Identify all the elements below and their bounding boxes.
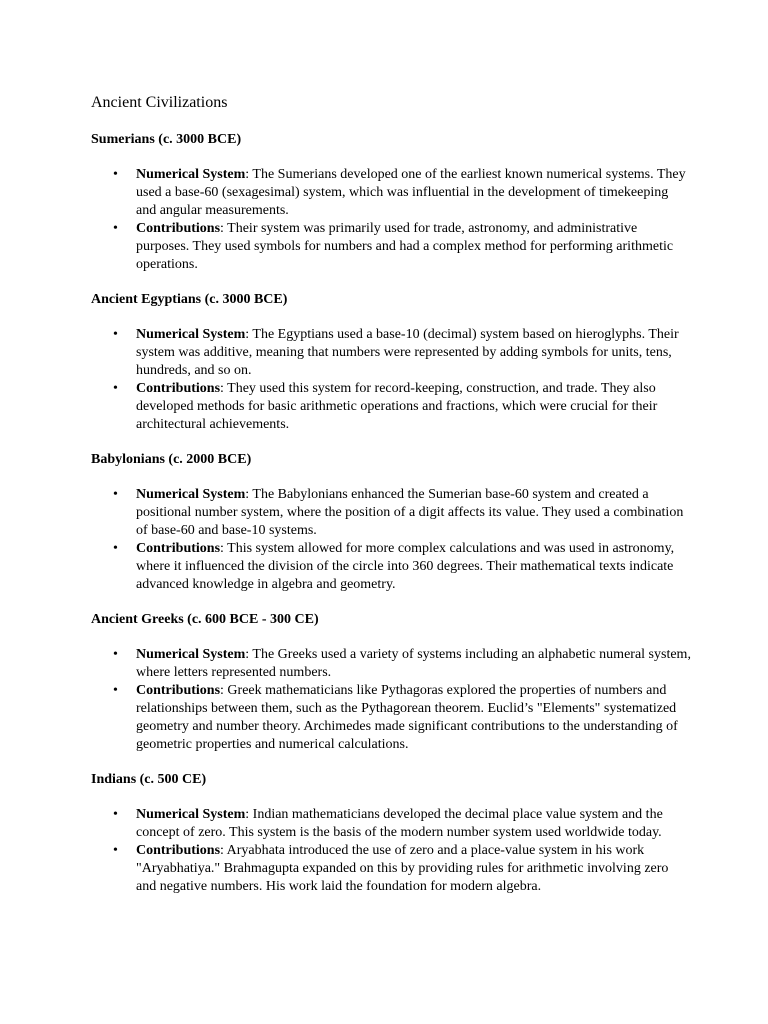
item-term: Numerical System — [136, 807, 246, 822]
section-babylonians — [91, 451, 691, 594]
bullet-icon: • — [113, 381, 118, 396]
item-term: Contributions — [136, 541, 221, 556]
section-heading: Ancient Greeks (c. 600 BCE - 300 CE) — [91, 612, 319, 627]
page-title: Ancient Civilizations — [91, 94, 228, 111]
section-heading: Babylonians (c. 2000 BCE) — [91, 452, 252, 467]
section-heading: Sumerians (c. 3000 BCE) — [91, 132, 242, 147]
list-item — [91, 646, 691, 682]
document-page — [91, 91, 691, 913]
bullet-icon: • — [113, 683, 118, 698]
list-item — [91, 682, 691, 754]
bullet-icon: • — [113, 807, 118, 822]
bullet-icon: • — [113, 327, 118, 342]
item-term: Numerical System — [136, 327, 246, 342]
section-heading: Ancient Egyptians (c. 3000 BCE) — [91, 292, 288, 307]
list-item — [91, 806, 691, 842]
item-term: Contributions — [136, 843, 221, 858]
section-sumerians — [91, 131, 691, 274]
item-text: : Indian mathematicians developed the decimal place value system and the concept of zero. This system is the basis of the modern number system used worldwide today. — [136, 807, 663, 840]
list-item — [91, 380, 691, 434]
bullet-icon: • — [113, 647, 118, 662]
item-text: : This system allowed for more complex calculations and was used in astronomy, where it influenced the division of the circle into 360 degrees. Their mathematical texts indicate advanced knowledge in algebra and geometry. — [136, 541, 675, 592]
section-egyptians — [91, 291, 691, 434]
bullet-list — [91, 646, 691, 754]
item-term: Contributions — [136, 683, 221, 698]
item-text: : The Sumerians developed one of the earliest known numerical systems. They used a base-60 (sexagesimal) system, which was influential in the development of timekeeping and angular measurements. — [136, 167, 686, 218]
item-text: : The Babylonians enhanced the Sumerian base-60 system and created a positional number system, where the position of a digit affects its value. They used a combination of base-60 and base-10 systems. — [136, 487, 684, 538]
item-term: Contributions — [136, 221, 221, 236]
item-term: Numerical System — [136, 647, 246, 662]
bullet-icon: • — [113, 221, 118, 236]
list-item — [91, 220, 691, 274]
section-indians — [91, 771, 691, 896]
list-item — [91, 540, 691, 594]
bullet-list — [91, 326, 691, 434]
bullet-icon: • — [113, 167, 118, 182]
item-text: : Their system was primarily used for trade, astronomy, and administrative purposes. They used symbols for numbers and had a complex method for performing arithmetic operations. — [136, 221, 674, 272]
item-text: : The Egyptians used a base-10 (decimal) system based on hieroglyphs. Their system was additive, meaning that numbers were represented by adding symbols for units, tens, hundreds, and so on. — [136, 327, 679, 378]
bullet-icon: • — [113, 541, 118, 556]
bullet-icon: • — [113, 487, 118, 502]
item-text: : Greek mathematicians like Pythagoras explored the properties of numbers and relationships between them, such as the Pythagorean theorem. Euclid’s "Elements" systematized geometry and number theory. Archimedes made significant contributions to the understanding of geometric properties and numerical calculations. — [136, 683, 678, 752]
bullet-icon: • — [113, 843, 118, 858]
bullet-list — [91, 486, 691, 594]
bullet-list — [91, 166, 691, 274]
section-heading: Indians (c. 500 CE) — [91, 772, 207, 787]
item-text: : Aryabhata introduced the use of zero and a place-value system in his work "Aryabhatiya." Brahmagupta expanded on this by providing rules for arithmetic involving zero and negative numbers. His work laid the foundation for modern algebra. — [136, 843, 669, 894]
section-greeks — [91, 611, 691, 754]
list-item — [91, 842, 691, 896]
item-text: : They used this system for record-keeping, construction, and trade. They also developed methods for basic arithmetic operations and fractions, which were crucial for their architectural achievements. — [136, 381, 658, 432]
list-item — [91, 486, 691, 540]
bullet-list — [91, 806, 691, 896]
list-item — [91, 166, 691, 220]
item-text: : The Greeks used a variety of systems including an alphabetic numeral system, where letters represented numbers. — [136, 647, 691, 680]
list-item — [91, 326, 691, 380]
item-term: Numerical System — [136, 487, 246, 502]
item-term: Contributions — [136, 381, 221, 396]
item-term: Numerical System — [136, 167, 246, 182]
